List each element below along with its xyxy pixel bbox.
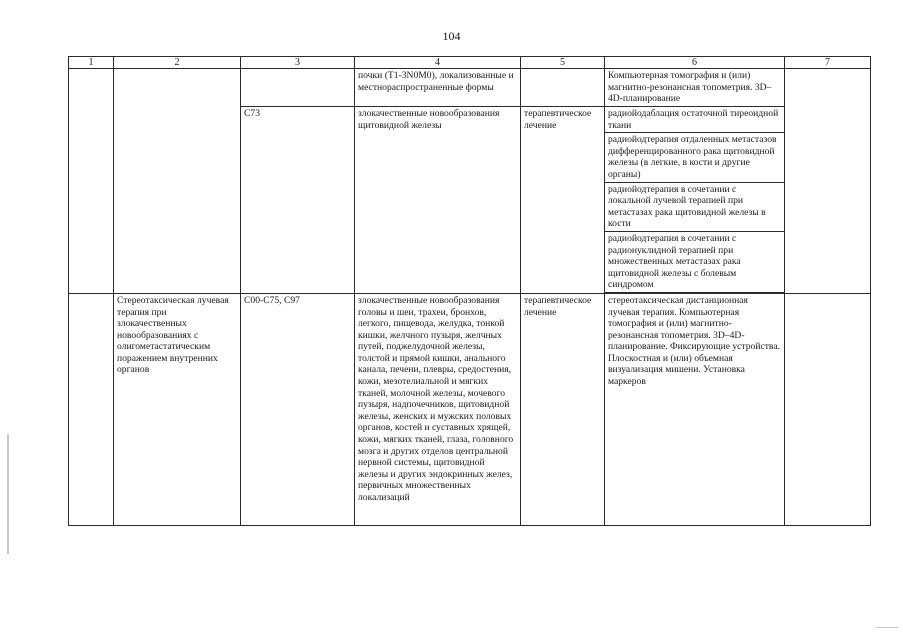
table-cell: [114, 69, 241, 294]
method-cell: радиойодтерапия отдаленных метастазов дифференцированного рака щитовидной железы (в легкие, в кости и другие органы): [605, 133, 785, 182]
method-cell: радиойодаблация остаточной тиреоидной ткани: [605, 107, 785, 133]
method-cell: стереотаксическая дистанционная лучевая терапия. Компьютерная томография и (или) магнитно-резонансная топометрия. 3D–4D-планирование. Фиксирующие устройства. Плоскостная и (или) объемная визуализация мишени. Установка маркеров: [605, 293, 785, 525]
medical-procedures-table: [68, 56, 871, 526]
scan-artifact: [876, 627, 898, 628]
method-cell: радиойодтерапия в сочетании с радионуклидной терапией при множественных метастазах рака щитовидной железы с болевым синдромом: [605, 231, 785, 292]
column-header: 7: [785, 57, 871, 69]
scan-artifact: [7, 434, 9, 554]
diagnosis-cell: почки (Т1-3N0M0), локализованные и местнораспространенные формы: [355, 69, 521, 107]
treatment-cell: терапевтическое лечение: [521, 107, 605, 294]
column-header: 4: [355, 57, 521, 69]
column-header: 2: [114, 57, 241, 69]
table-cell: [785, 293, 871, 525]
table-row: [69, 293, 871, 525]
procedure-name-cell: Стереотаксическая лучевая терапия при злокачественных новообразованиях с олигометастатическим поражением внутренних органов: [114, 293, 241, 525]
table-row: [69, 69, 871, 107]
column-header: 6: [605, 57, 785, 69]
diagnosis-cell: злокачественные новообразования головы и шеи, трахеи, бронхов, легкого, пищевода, желудка, тонкой кишки, желчного пузыря, желчных путей, поджелудочной железы, толстой и прямой кишки, анального канала, печени, плевры, средостения, кожи, мезотелиальной и мягких тканей, молочной железы, мочевого пузыря, надпочечников, щитовидной железы, женских и мужских половых органов, костей и суставных хрящей, кожи, мягких тканей, глаза, головного мозга и других отделов центральной нервной системы, щитовидной железы и других эндокринных желез, первичных множественных локализаций: [355, 293, 521, 525]
column-number-row: [69, 57, 871, 69]
code-cell: С00-С75, С97: [241, 293, 355, 525]
method-cell: Компьютерная томография и (или) магнитно-резонансная топометрия. 3D–4D-планирование: [605, 69, 785, 107]
diagnosis-cell: злокачественные новообразования щитовидной железы: [355, 107, 521, 294]
table-cell: [69, 293, 114, 525]
column-header: 1: [69, 57, 114, 69]
method-cell: радиойодтерапия в сочетании с локальной лучевой терапией при метастазах рака щитовидной железы в кости: [605, 182, 785, 231]
column-header: 3: [241, 57, 355, 69]
table-cell: [241, 69, 355, 107]
page-number: 104: [442, 29, 461, 43]
column-header: 5: [521, 57, 605, 69]
table-cell: [69, 69, 114, 294]
treatment-cell: терапевтическое лечение: [521, 293, 605, 525]
table-cell: [785, 69, 871, 294]
table-cell: [521, 69, 605, 107]
code-cell: С73: [241, 107, 355, 294]
